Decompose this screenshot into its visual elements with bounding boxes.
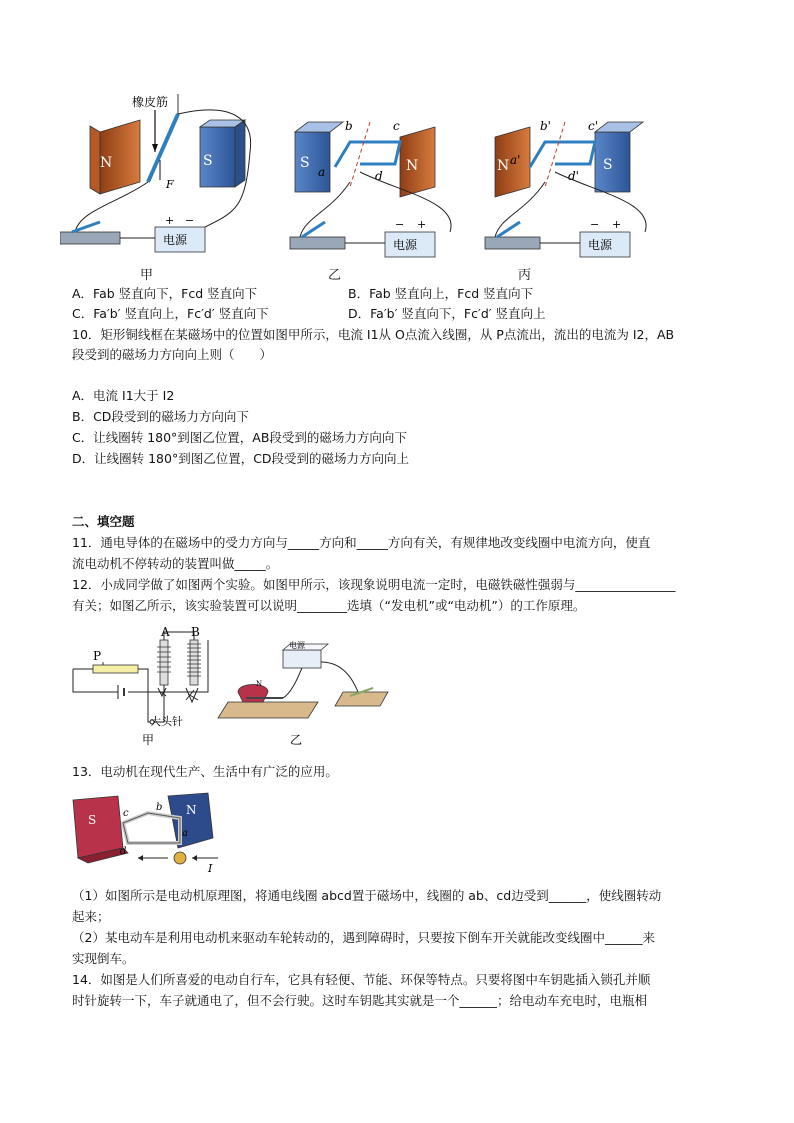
power-label: 电源: [289, 641, 305, 650]
pole-n: N: [256, 680, 263, 688]
q12-line2: 有关；如图乙所示，该实验装置可以说明________选填（“发电机”或“电动机”）的工作原理。: [72, 598, 586, 613]
panel-bing: [485, 119, 646, 257]
point-a: a': [510, 153, 521, 167]
point-a: a: [182, 828, 188, 839]
electromagnet-figure: [68, 622, 408, 747]
q10-stem-line2: 段受到的磁场力方向向上则（ ）: [72, 347, 273, 362]
q13-sub2-line1: （2）某电动车是利用电动机来驱动车轮转动的，遇到障碍时，只要按下倒车开关就能改变线圈中______来: [72, 930, 655, 945]
q14-line1: 14．如图是人们所喜爱的电动自行车，它具有轻便、节能、环保等特点。只要将图中车钥匙插入锁孔并顺: [72, 972, 651, 987]
q13-sub2-line2: 实现倒车。: [72, 951, 135, 966]
q10-option-b: B．CD段受到的磁场力方向向下: [72, 409, 249, 424]
label-b: B: [191, 625, 200, 639]
motor-principle-figure: [60, 92, 740, 287]
plus-sign: +: [417, 218, 427, 231]
q12-line1: 12．小成同学做了如图两个实验。如图甲所示，该现象说明电流一定时，电磁铁磁性强弱与________________: [72, 577, 676, 592]
point-d: d': [568, 169, 579, 183]
switch-base: [485, 237, 540, 249]
q9-option-b: B．Fab 竖直向上，Fcd 竖直向下: [348, 286, 534, 301]
q9-option-c: C．Fa′b′ 竖直向上，Fc′d′ 竖直向下: [72, 306, 269, 321]
q9-option-d: D．Fa′b′ 竖直向下，Fc′d′ 竖直向上: [348, 306, 546, 321]
q11-line2: 流电动机不停转动的装置叫做_____。: [72, 556, 279, 571]
label-a: A: [161, 625, 170, 639]
caption-jia: 甲: [142, 733, 155, 747]
q13-sub1-line1: （1）如图所示是电动机原理图，将通电线圈 abcd置于磁场中，线圈的 ab、cd边受到______，使线圈转动: [72, 888, 662, 903]
power-label: 电源: [163, 233, 188, 247]
pole-n: N: [186, 803, 197, 817]
magnet-n: [168, 793, 213, 848]
minus-sign: −: [395, 218, 405, 231]
label-p: P: [93, 649, 102, 663]
electromagnet-b: [190, 640, 198, 685]
force-label: F: [166, 178, 174, 191]
q14-line2: 时针旋转一下，车子就通电了，但不会行驶。这时车钥匙其实就是一个______；给电动车充电时，电瓶相: [72, 993, 648, 1008]
conductor-rod: [148, 114, 178, 182]
coil-abcd: [335, 142, 400, 167]
power-supply: [283, 650, 321, 668]
caption-yi: 乙: [290, 733, 303, 747]
panel-yi: [290, 119, 451, 257]
pole-s: S: [88, 813, 97, 827]
current-label: I: [208, 862, 213, 875]
point-b: b: [345, 119, 353, 133]
point-c: c: [393, 119, 400, 133]
point-a: a: [318, 165, 326, 179]
q10-option-d: D．让线圈转 180°到图乙位置，CD段受到的磁场力方向向上: [72, 451, 410, 466]
commutator: [174, 852, 186, 864]
rubber-band-label: 橡皮筋: [132, 95, 169, 109]
panel-jia: [60, 94, 251, 252]
switch-base: [60, 232, 120, 244]
pole-label: N: [100, 155, 113, 171]
section-title: 二、填空题: [72, 514, 135, 529]
point-c: c': [588, 119, 599, 133]
q13-sub1-line2: 起来；: [72, 909, 110, 924]
pin-label: 大头针: [150, 715, 183, 728]
point-d: d: [375, 169, 383, 183]
point-d: d: [120, 846, 127, 857]
board-right: [335, 692, 388, 706]
minus-sign: −: [185, 214, 195, 227]
caption-jia: 甲: [140, 268, 154, 283]
horseshoe-magnet: [238, 685, 268, 703]
q10-option-a: A．电流 I1大于 I2: [72, 388, 175, 403]
pole-label: N: [497, 158, 510, 174]
q10-stem-line1: 10．矩形铜线框在某磁场中的位置如图甲所示，电流 I1从 O点流入线圈，从 P点流出，流出的电流为 I2，AB: [72, 327, 675, 342]
q11-line1: 11．通电导体的在磁场中的受力方向与_____方向和_____方向有关，有规律地改变线圈中电流方向，使直: [72, 535, 651, 550]
caption-yi: 乙: [328, 268, 342, 283]
switch-handle: [72, 222, 100, 232]
pole-label: N: [406, 158, 419, 174]
minus-sign: −: [590, 218, 600, 231]
pole-label: S: [603, 157, 613, 173]
switch-base: [290, 237, 345, 249]
q9-option-a: A．Fab 竖直向下，Fcd 竖直向下: [72, 286, 258, 301]
point-c: c: [123, 808, 129, 819]
power-label: 电源: [588, 238, 613, 252]
q13-stem: 13．电动机在现代生产、生活中有广泛的应用。: [72, 764, 338, 779]
rheostat: [93, 665, 138, 673]
magnet-s: [73, 796, 123, 858]
caption-bing: 丙: [518, 268, 532, 283]
plus-sign: +: [165, 214, 175, 227]
pole-label: S: [300, 155, 310, 171]
figure-jia: [73, 625, 208, 747]
point-b: b': [540, 119, 551, 133]
pole-label: S: [203, 153, 213, 169]
coil-abcd: [530, 142, 595, 167]
power-label: 电源: [393, 238, 418, 252]
figure-yi: [218, 640, 388, 747]
switch-handle: [302, 222, 325, 237]
coil: [123, 813, 180, 843]
motor-figure: [68, 788, 228, 878]
switch-handle: [497, 222, 520, 237]
plus-sign: +: [612, 218, 622, 231]
point-b: b: [156, 802, 163, 813]
q10-option-c: C．让线圈转 180°到图乙位置，AB段受到的磁场力方向向下: [72, 430, 407, 445]
board-left: [218, 702, 318, 718]
